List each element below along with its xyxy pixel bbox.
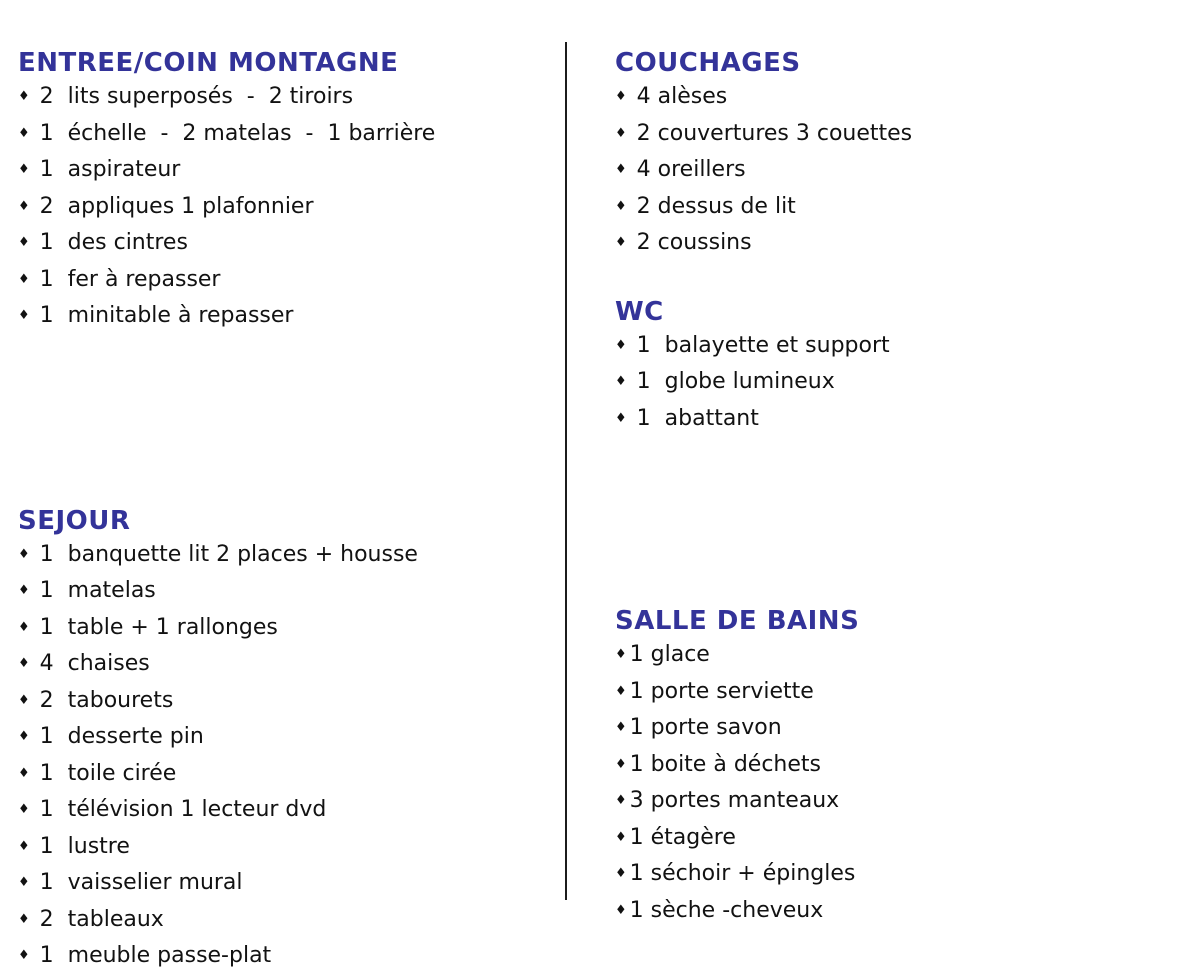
list-item (18, 299, 563, 336)
item-text: 2 dessus de lit (636, 193, 796, 219)
section-list (615, 80, 1175, 263)
diamond-bullet-icon: ♦ (615, 162, 627, 177)
item-text: 1 porte savon (629, 715, 782, 740)
list-item (18, 647, 563, 684)
item-text: 1 télévision 1 lecteur dvd (39, 797, 327, 822)
item-text: 1 vaisselier mural (39, 870, 243, 895)
list-item (18, 263, 563, 300)
item-text: 4 oreillers (636, 157, 746, 182)
list-item (615, 402, 1175, 439)
diamond-bullet-icon: ♦ (18, 802, 30, 817)
section-list (18, 538, 563, 976)
list-item (18, 830, 563, 867)
list-item (18, 226, 563, 263)
list-item (18, 720, 563, 757)
section-list (615, 638, 1175, 930)
item-text: 2 lits superposés - 2 tiroirs (39, 84, 354, 109)
item-text: 1 fer à repasser (39, 266, 221, 292)
list-item (18, 538, 563, 575)
item-text: 1 banquette lit 2 places + housse (39, 541, 418, 567)
list-item (18, 80, 563, 117)
section-couchages (615, 46, 1175, 263)
list-item (615, 365, 1175, 402)
section-list (615, 329, 1175, 439)
section-title-sejour: SEJOUR (18, 505, 131, 536)
diamond-bullet-icon: ♦ (18, 235, 30, 250)
diamond-bullet-icon: ♦ (18, 583, 30, 598)
section-sejour (18, 504, 563, 976)
diamond-bullet-icon: ♦ (18, 546, 30, 562)
list-item (18, 757, 563, 794)
item-text: 1 aspirateur (39, 157, 181, 182)
list-item (18, 866, 563, 903)
list-item (18, 153, 563, 190)
list-item (18, 574, 563, 611)
diamond-bullet-icon: ♦ (18, 162, 30, 177)
item-text: 1 glace (629, 642, 710, 667)
diamond-bullet-icon: ♦ (615, 793, 627, 808)
item-text: 1 étagère (629, 824, 736, 850)
diamond-bullet-icon: ♦ (18, 198, 30, 214)
list-item (615, 117, 1175, 154)
list-item (18, 611, 563, 648)
item-text: 2 tableaux (39, 906, 164, 932)
diamond-bullet-icon: ♦ (615, 125, 627, 141)
list-item (615, 329, 1175, 366)
column-divider (565, 42, 567, 900)
diamond-bullet-icon: ♦ (615, 89, 627, 104)
diamond-bullet-icon: ♦ (18, 838, 30, 854)
diamond-bullet-icon: ♦ (615, 337, 627, 353)
item-text: 1 des cintres (39, 230, 188, 255)
item-text: 1 abattant (636, 405, 759, 431)
item-text: 1 globe lumineux (636, 369, 835, 394)
diamond-bullet-icon: ♦ (615, 235, 627, 250)
item-text: 1 sèche -cheveux (629, 897, 824, 923)
list-item (615, 80, 1175, 117)
diamond-bullet-icon: ♦ (615, 720, 627, 735)
section-title-wc: WC (615, 296, 664, 327)
item-text: 1 table + 1 rallonges (39, 614, 278, 640)
item-text: 2 coussins (636, 230, 752, 255)
list-item (615, 153, 1175, 190)
diamond-bullet-icon: ♦ (18, 308, 30, 323)
diamond-bullet-icon: ♦ (18, 948, 30, 963)
section-list (18, 80, 563, 336)
diamond-bullet-icon: ♦ (18, 89, 30, 104)
list-item (615, 784, 1175, 821)
item-text: 1 boite à déchets (629, 751, 821, 777)
section-title-entree-coin-montagne: ENTREE/COIN MONTAGNE (18, 48, 399, 78)
list-item (615, 821, 1175, 858)
section-title-salle-de-bains: SALLE DE BAINS (615, 606, 860, 636)
list-item (615, 638, 1175, 675)
left-column (18, 0, 563, 976)
diamond-bullet-icon: ♦ (615, 410, 627, 426)
item-text: 1 échelle - 2 matelas - 1 barrière (39, 120, 436, 146)
diamond-bullet-icon: ♦ (18, 619, 30, 635)
item-text: 1 balayette et support (636, 332, 890, 358)
item-text: 1 toile cirée (39, 760, 177, 786)
list-item (615, 226, 1175, 263)
section-title-couchages: COUCHAGES (615, 48, 801, 78)
diamond-bullet-icon: ♦ (18, 875, 30, 890)
item-text: 1 lustre (39, 833, 130, 859)
list-item (18, 903, 563, 940)
diamond-bullet-icon: ♦ (615, 829, 627, 845)
diamond-bullet-icon: ♦ (18, 271, 30, 287)
item-text: 4 alèses (636, 84, 728, 109)
list-item (615, 675, 1175, 712)
diamond-bullet-icon: ♦ (615, 756, 627, 772)
section-entree-coin-montagne (18, 46, 563, 336)
right-column (615, 0, 1175, 930)
item-text: 1 séchoir + épingles (629, 861, 856, 886)
section-salle-de-bains (615, 604, 1175, 930)
item-text: 1 minitable à repasser (39, 303, 294, 328)
list-item (18, 190, 563, 227)
diamond-bullet-icon: ♦ (18, 765, 30, 781)
list-item (18, 939, 563, 976)
section-wc (615, 295, 1175, 439)
item-text: 2 tabourets (39, 687, 174, 713)
item-text: 3 portes manteaux (629, 788, 840, 813)
list-item (615, 894, 1175, 931)
item-text: 1 matelas (39, 578, 156, 603)
diamond-bullet-icon: ♦ (615, 647, 627, 662)
diamond-bullet-icon: ♦ (18, 729, 30, 744)
item-text: 2 appliques 1 plafonnier (39, 193, 314, 219)
diamond-bullet-icon: ♦ (615, 683, 627, 699)
item-text: 1 porte serviette (629, 678, 814, 704)
list-item (615, 190, 1175, 227)
item-text: 1 desserte pin (39, 724, 204, 749)
item-text: 2 couvertures 3 couettes (636, 120, 913, 146)
list-item (18, 793, 563, 830)
diamond-bullet-icon: ♦ (18, 911, 30, 927)
diamond-bullet-icon: ♦ (18, 656, 30, 671)
list-item (18, 117, 563, 154)
list-item (615, 857, 1175, 894)
diamond-bullet-icon: ♦ (615, 902, 627, 918)
item-text: 4 chaises (39, 651, 150, 676)
list-item (615, 711, 1175, 748)
item-text: 1 meuble passe-plat (39, 943, 272, 968)
diamond-bullet-icon: ♦ (18, 125, 30, 141)
diamond-bullet-icon: ♦ (615, 198, 627, 214)
diamond-bullet-icon: ♦ (18, 692, 30, 708)
diamond-bullet-icon: ♦ (615, 374, 627, 389)
list-item (18, 684, 563, 721)
diamond-bullet-icon: ♦ (615, 866, 627, 881)
list-item (615, 748, 1175, 785)
